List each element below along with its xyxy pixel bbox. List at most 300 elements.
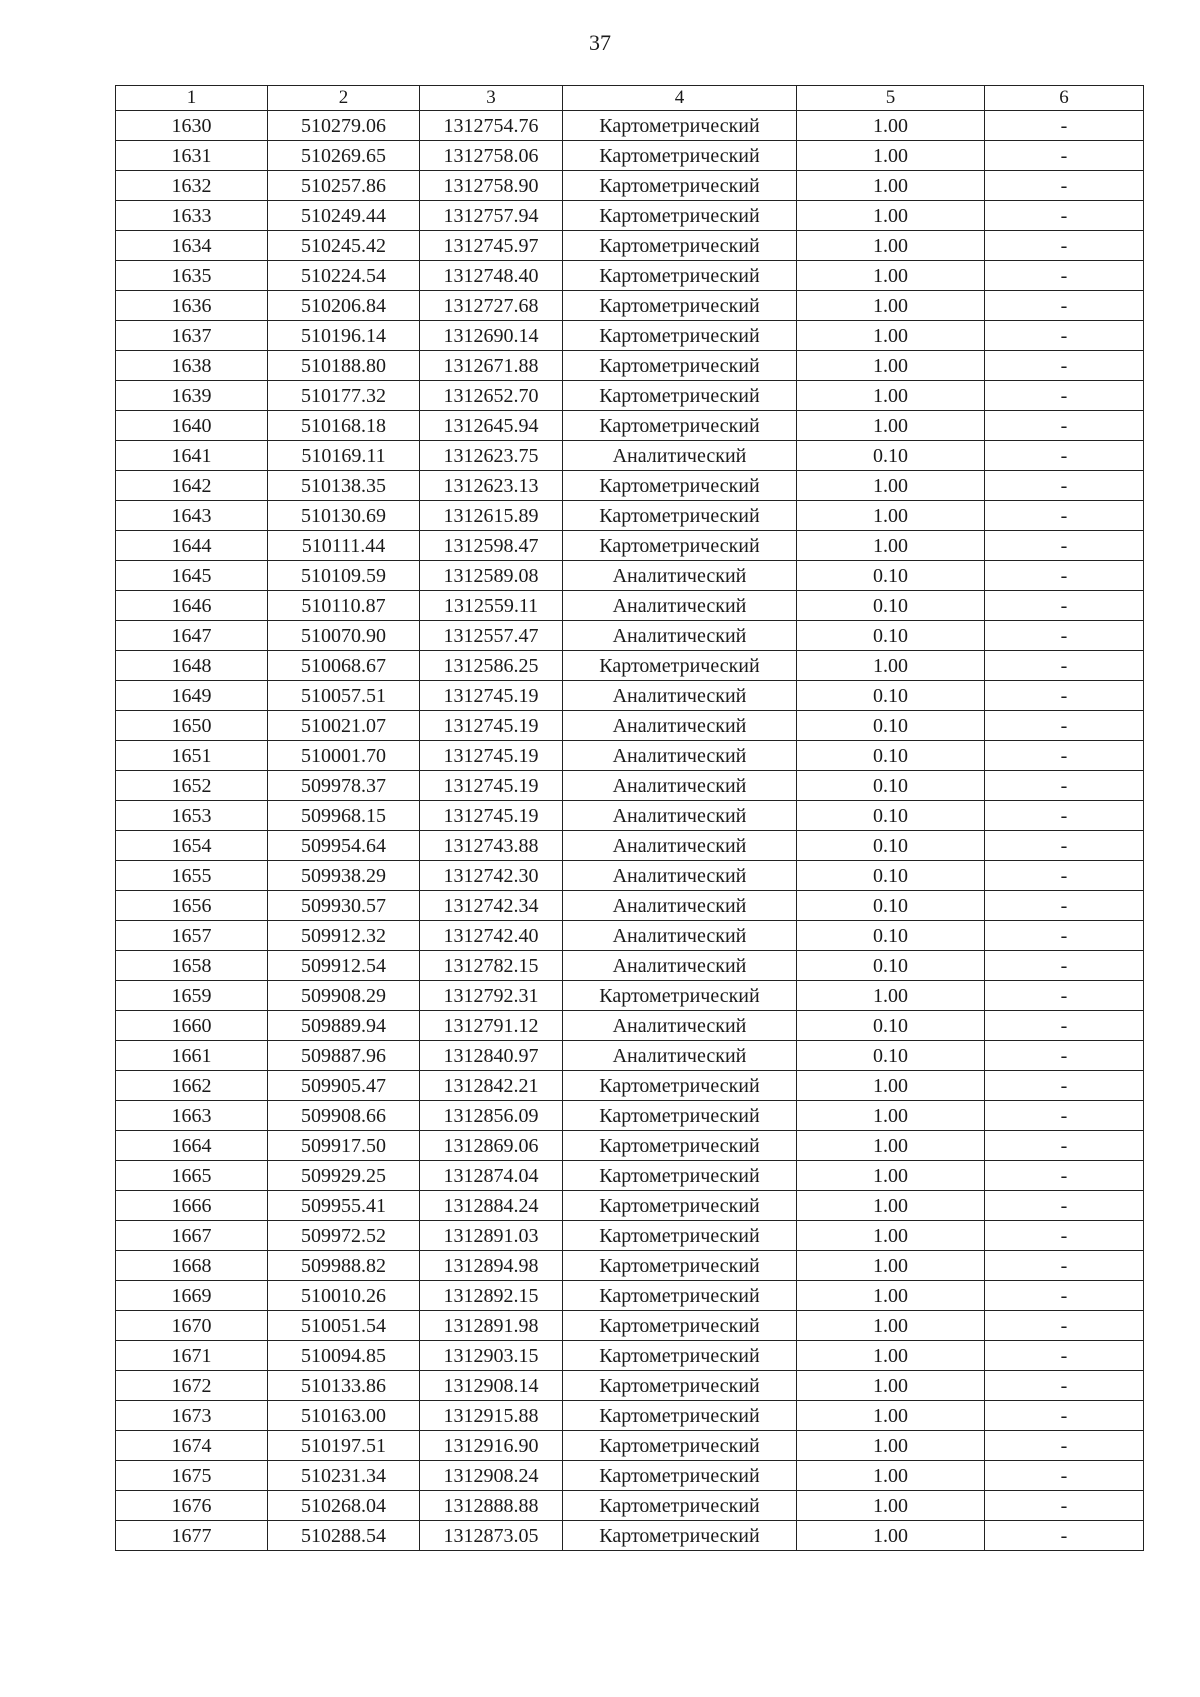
x-coordinate-cell: 510111.44 (268, 531, 420, 561)
table-row (116, 1131, 1144, 1161)
accuracy-cell: 0.10 (797, 921, 985, 951)
table-row (116, 1401, 1144, 1431)
table-row (116, 1461, 1144, 1491)
accuracy-cell: 1.00 (797, 501, 985, 531)
y-coordinate-cell: 1312745.19 (420, 711, 563, 741)
note-cell: - (985, 531, 1144, 561)
x-coordinate-cell: 510169.11 (268, 441, 420, 471)
accuracy-cell: 0.10 (797, 681, 985, 711)
x-coordinate-cell: 510130.69 (268, 501, 420, 531)
page-number: 37 (589, 30, 611, 55)
table-row (116, 561, 1144, 591)
y-coordinate-cell: 1312891.98 (420, 1311, 563, 1341)
y-coordinate-cell: 1312892.15 (420, 1281, 563, 1311)
accuracy-cell: 1.00 (797, 1491, 985, 1521)
point-number-cell: 1659 (116, 981, 268, 1011)
note-cell: - (985, 381, 1144, 411)
method-cell: Аналитический (563, 591, 797, 621)
method-cell: Картометрический (563, 1191, 797, 1221)
method-cell: Аналитический (563, 951, 797, 981)
x-coordinate-cell: 509978.37 (268, 771, 420, 801)
y-coordinate-cell: 1312758.90 (420, 171, 563, 201)
method-cell: Картометрический (563, 1371, 797, 1401)
method-cell: Картометрический (563, 351, 797, 381)
accuracy-cell: 0.10 (797, 561, 985, 591)
x-coordinate-cell: 510001.70 (268, 741, 420, 771)
accuracy-cell: 0.10 (797, 621, 985, 651)
note-cell: - (985, 1011, 1144, 1041)
method-cell: Картометрический (563, 321, 797, 351)
table-row (116, 1071, 1144, 1101)
table-row (116, 141, 1144, 171)
x-coordinate-cell: 510224.54 (268, 261, 420, 291)
note-cell: - (985, 831, 1144, 861)
x-coordinate-cell: 509908.66 (268, 1101, 420, 1131)
accuracy-cell: 0.10 (797, 591, 985, 621)
table-row (116, 1341, 1144, 1371)
accuracy-cell: 1.00 (797, 1131, 985, 1161)
table-row (116, 201, 1144, 231)
point-number-cell: 1650 (116, 711, 268, 741)
x-coordinate-cell: 509988.82 (268, 1251, 420, 1281)
note-cell: - (985, 1521, 1144, 1551)
point-number-cell: 1641 (116, 441, 268, 471)
method-cell: Картометрический (563, 411, 797, 441)
x-coordinate-cell: 510196.14 (268, 321, 420, 351)
y-coordinate-cell: 1312745.19 (420, 681, 563, 711)
table-row (116, 1251, 1144, 1281)
note-cell: - (985, 1191, 1144, 1221)
y-coordinate-cell: 1312908.14 (420, 1371, 563, 1401)
method-cell: Картометрический (563, 1521, 797, 1551)
table-row (116, 1041, 1144, 1071)
column-header: 2 (268, 86, 420, 111)
y-coordinate-cell: 1312559.11 (420, 591, 563, 621)
note-cell: - (985, 231, 1144, 261)
x-coordinate-cell: 509968.15 (268, 801, 420, 831)
x-coordinate-cell: 510051.54 (268, 1311, 420, 1341)
point-number-cell: 1668 (116, 1251, 268, 1281)
y-coordinate-cell: 1312758.06 (420, 141, 563, 171)
y-coordinate-cell: 1312840.97 (420, 1041, 563, 1071)
accuracy-cell: 1.00 (797, 1371, 985, 1401)
column-header: 3 (420, 86, 563, 111)
point-number-cell: 1631 (116, 141, 268, 171)
column-header: 1 (116, 86, 268, 111)
table-row (116, 801, 1144, 831)
accuracy-cell: 0.10 (797, 441, 985, 471)
note-cell: - (985, 711, 1144, 741)
table-row (116, 1311, 1144, 1341)
note-cell: - (985, 1431, 1144, 1461)
accuracy-cell: 1.00 (797, 231, 985, 261)
point-number-cell: 1673 (116, 1401, 268, 1431)
table-row (116, 1221, 1144, 1251)
x-coordinate-cell: 509954.64 (268, 831, 420, 861)
y-coordinate-cell: 1312916.90 (420, 1431, 563, 1461)
method-cell: Аналитический (563, 771, 797, 801)
note-cell: - (985, 261, 1144, 291)
table-row (116, 1491, 1144, 1521)
method-cell: Картометрический (563, 1461, 797, 1491)
coordinates-table (115, 85, 1144, 1551)
note-cell: - (985, 441, 1144, 471)
note-cell: - (985, 891, 1144, 921)
point-number-cell: 1635 (116, 261, 268, 291)
accuracy-cell: 0.10 (797, 1011, 985, 1041)
point-number-cell: 1649 (116, 681, 268, 711)
table-row (116, 651, 1144, 681)
point-number-cell: 1640 (116, 411, 268, 441)
x-coordinate-cell: 509887.96 (268, 1041, 420, 1071)
point-number-cell: 1661 (116, 1041, 268, 1071)
x-coordinate-cell: 509955.41 (268, 1191, 420, 1221)
point-number-cell: 1632 (116, 171, 268, 201)
table-row (116, 1521, 1144, 1551)
y-coordinate-cell: 1312743.88 (420, 831, 563, 861)
y-coordinate-cell: 1312869.06 (420, 1131, 563, 1161)
x-coordinate-cell: 510257.86 (268, 171, 420, 201)
note-cell: - (985, 111, 1144, 141)
note-cell: - (985, 651, 1144, 681)
point-number-cell: 1667 (116, 1221, 268, 1251)
method-cell: Аналитический (563, 441, 797, 471)
method-cell: Картометрический (563, 201, 797, 231)
point-number-cell: 1651 (116, 741, 268, 771)
method-cell: Картометрический (563, 291, 797, 321)
table-row (116, 891, 1144, 921)
method-cell: Аналитический (563, 621, 797, 651)
y-coordinate-cell: 1312645.94 (420, 411, 563, 441)
accuracy-cell: 1.00 (797, 171, 985, 201)
x-coordinate-cell: 509930.57 (268, 891, 420, 921)
note-cell: - (985, 1251, 1144, 1281)
table-row (116, 741, 1144, 771)
table-row (116, 321, 1144, 351)
table-row (116, 111, 1144, 141)
accuracy-cell: 1.00 (797, 531, 985, 561)
note-cell: - (985, 291, 1144, 321)
y-coordinate-cell: 1312586.25 (420, 651, 563, 681)
accuracy-cell: 1.00 (797, 351, 985, 381)
note-cell: - (985, 561, 1144, 591)
method-cell: Картометрический (563, 1281, 797, 1311)
note-cell: - (985, 801, 1144, 831)
x-coordinate-cell: 510070.90 (268, 621, 420, 651)
note-cell: - (985, 921, 1144, 951)
x-coordinate-cell: 510197.51 (268, 1431, 420, 1461)
x-coordinate-cell: 510021.07 (268, 711, 420, 741)
table-row (116, 681, 1144, 711)
y-coordinate-cell: 1312742.34 (420, 891, 563, 921)
accuracy-cell: 1.00 (797, 1101, 985, 1131)
table-row (116, 171, 1144, 201)
note-cell: - (985, 1131, 1144, 1161)
y-coordinate-cell: 1312856.09 (420, 1101, 563, 1131)
point-number-cell: 1674 (116, 1431, 268, 1461)
point-number-cell: 1644 (116, 531, 268, 561)
point-number-cell: 1662 (116, 1071, 268, 1101)
note-cell: - (985, 681, 1144, 711)
y-coordinate-cell: 1312754.76 (420, 111, 563, 141)
x-coordinate-cell: 510177.32 (268, 381, 420, 411)
point-number-cell: 1652 (116, 771, 268, 801)
x-coordinate-cell: 510138.35 (268, 471, 420, 501)
note-cell: - (985, 621, 1144, 651)
point-number-cell: 1642 (116, 471, 268, 501)
table-row (116, 381, 1144, 411)
method-cell: Аналитический (563, 861, 797, 891)
accuracy-cell: 1.00 (797, 141, 985, 171)
column-header: 5 (797, 86, 985, 111)
method-cell: Аналитический (563, 831, 797, 861)
method-cell: Аналитический (563, 711, 797, 741)
note-cell: - (985, 741, 1144, 771)
method-cell: Аналитический (563, 681, 797, 711)
table-row (116, 441, 1144, 471)
point-number-cell: 1646 (116, 591, 268, 621)
point-number-cell: 1665 (116, 1161, 268, 1191)
method-cell: Аналитический (563, 1041, 797, 1071)
method-cell: Аналитический (563, 891, 797, 921)
x-coordinate-cell: 510110.87 (268, 591, 420, 621)
accuracy-cell: 0.10 (797, 891, 985, 921)
method-cell: Картометрический (563, 1071, 797, 1101)
method-cell: Аналитический (563, 561, 797, 591)
table-row (116, 711, 1144, 741)
accuracy-cell: 1.00 (797, 1281, 985, 1311)
table-row (116, 1011, 1144, 1041)
note-cell: - (985, 1371, 1144, 1401)
x-coordinate-cell: 510269.65 (268, 141, 420, 171)
method-cell: Картометрический (563, 1221, 797, 1251)
accuracy-cell: 1.00 (797, 651, 985, 681)
x-coordinate-cell: 510068.67 (268, 651, 420, 681)
y-coordinate-cell: 1312671.88 (420, 351, 563, 381)
y-coordinate-cell: 1312745.19 (420, 741, 563, 771)
note-cell: - (985, 951, 1144, 981)
accuracy-cell: 1.00 (797, 1341, 985, 1371)
x-coordinate-cell: 509929.25 (268, 1161, 420, 1191)
method-cell: Картометрический (563, 501, 797, 531)
point-number-cell: 1655 (116, 861, 268, 891)
point-number-cell: 1637 (116, 321, 268, 351)
accuracy-cell: 1.00 (797, 471, 985, 501)
y-coordinate-cell: 1312915.88 (420, 1401, 563, 1431)
accuracy-cell: 0.10 (797, 951, 985, 981)
x-coordinate-cell: 510168.18 (268, 411, 420, 441)
method-cell: Картометрический (563, 171, 797, 201)
accuracy-cell: 1.00 (797, 1521, 985, 1551)
method-cell: Картометрический (563, 381, 797, 411)
note-cell: - (985, 1041, 1144, 1071)
y-coordinate-cell: 1312615.89 (420, 501, 563, 531)
accuracy-cell: 1.00 (797, 1251, 985, 1281)
table-row (116, 351, 1144, 381)
note-cell: - (985, 591, 1144, 621)
table-row (116, 261, 1144, 291)
table-row (116, 411, 1144, 441)
y-coordinate-cell: 1312894.98 (420, 1251, 563, 1281)
accuracy-cell: 0.10 (797, 801, 985, 831)
point-number-cell: 1666 (116, 1191, 268, 1221)
accuracy-cell: 0.10 (797, 741, 985, 771)
accuracy-cell: 0.10 (797, 861, 985, 891)
y-coordinate-cell: 1312874.04 (420, 1161, 563, 1191)
method-cell: Картометрический (563, 111, 797, 141)
accuracy-cell: 1.00 (797, 1221, 985, 1251)
note-cell: - (985, 981, 1144, 1011)
x-coordinate-cell: 509917.50 (268, 1131, 420, 1161)
y-coordinate-cell: 1312791.12 (420, 1011, 563, 1041)
method-cell: Картометрический (563, 1401, 797, 1431)
note-cell: - (985, 1161, 1144, 1191)
accuracy-cell: 1.00 (797, 1461, 985, 1491)
method-cell: Картометрический (563, 1431, 797, 1461)
point-number-cell: 1669 (116, 1281, 268, 1311)
point-number-cell: 1636 (116, 291, 268, 321)
point-number-cell: 1658 (116, 951, 268, 981)
column-header: 4 (563, 86, 797, 111)
note-cell: - (985, 1221, 1144, 1251)
accuracy-cell: 1.00 (797, 111, 985, 141)
y-coordinate-cell: 1312652.70 (420, 381, 563, 411)
x-coordinate-cell: 510010.26 (268, 1281, 420, 1311)
method-cell: Аналитический (563, 741, 797, 771)
table-row (116, 831, 1144, 861)
y-coordinate-cell: 1312623.75 (420, 441, 563, 471)
accuracy-cell: 1.00 (797, 1401, 985, 1431)
point-number-cell: 1645 (116, 561, 268, 591)
table-row (116, 1161, 1144, 1191)
x-coordinate-cell: 509905.47 (268, 1071, 420, 1101)
table-row (116, 771, 1144, 801)
accuracy-cell: 0.10 (797, 711, 985, 741)
point-number-cell: 1648 (116, 651, 268, 681)
y-coordinate-cell: 1312748.40 (420, 261, 563, 291)
accuracy-cell: 0.10 (797, 831, 985, 861)
y-coordinate-cell: 1312908.24 (420, 1461, 563, 1491)
point-number-cell: 1656 (116, 891, 268, 921)
note-cell: - (985, 471, 1144, 501)
note-cell: - (985, 1401, 1144, 1431)
point-number-cell: 1677 (116, 1521, 268, 1551)
y-coordinate-cell: 1312742.30 (420, 861, 563, 891)
accuracy-cell: 1.00 (797, 411, 985, 441)
point-number-cell: 1653 (116, 801, 268, 831)
method-cell: Картометрический (563, 471, 797, 501)
x-coordinate-cell: 509912.32 (268, 921, 420, 951)
x-coordinate-cell: 510206.84 (268, 291, 420, 321)
x-coordinate-cell: 510245.42 (268, 231, 420, 261)
table-row (116, 471, 1144, 501)
y-coordinate-cell: 1312745.19 (420, 801, 563, 831)
note-cell: - (985, 1281, 1144, 1311)
note-cell: - (985, 1071, 1144, 1101)
table-row (116, 621, 1144, 651)
point-number-cell: 1660 (116, 1011, 268, 1041)
y-coordinate-cell: 1312745.19 (420, 771, 563, 801)
table-row (116, 531, 1144, 561)
x-coordinate-cell: 510268.04 (268, 1491, 420, 1521)
note-cell: - (985, 321, 1144, 351)
accuracy-cell: 1.00 (797, 1071, 985, 1101)
method-cell: Картометрический (563, 1251, 797, 1281)
method-cell: Картометрический (563, 1491, 797, 1521)
table-row (116, 951, 1144, 981)
point-number-cell: 1634 (116, 231, 268, 261)
table-row (116, 231, 1144, 261)
y-coordinate-cell: 1312891.03 (420, 1221, 563, 1251)
accuracy-cell: 1.00 (797, 1311, 985, 1341)
x-coordinate-cell: 509938.29 (268, 861, 420, 891)
y-coordinate-cell: 1312623.13 (420, 471, 563, 501)
accuracy-cell: 1.00 (797, 981, 985, 1011)
note-cell: - (985, 771, 1144, 801)
point-number-cell: 1639 (116, 381, 268, 411)
table-row (116, 1191, 1144, 1221)
point-number-cell: 1676 (116, 1491, 268, 1521)
x-coordinate-cell: 509972.52 (268, 1221, 420, 1251)
y-coordinate-cell: 1312727.68 (420, 291, 563, 321)
y-coordinate-cell: 1312742.40 (420, 921, 563, 951)
method-cell: Картометрический (563, 531, 797, 561)
y-coordinate-cell: 1312598.47 (420, 531, 563, 561)
column-header: 6 (985, 86, 1144, 111)
table-row (116, 1371, 1144, 1401)
y-coordinate-cell: 1312757.94 (420, 201, 563, 231)
point-number-cell: 1630 (116, 111, 268, 141)
method-cell: Аналитический (563, 801, 797, 831)
x-coordinate-cell: 510109.59 (268, 561, 420, 591)
accuracy-cell: 1.00 (797, 291, 985, 321)
table-row (116, 291, 1144, 321)
method-cell: Аналитический (563, 1011, 797, 1041)
point-number-cell: 1647 (116, 621, 268, 651)
y-coordinate-cell: 1312903.15 (420, 1341, 563, 1371)
table-row (116, 591, 1144, 621)
table-row (116, 1101, 1144, 1131)
x-coordinate-cell: 510188.80 (268, 351, 420, 381)
accuracy-cell: 1.00 (797, 1191, 985, 1221)
y-coordinate-cell: 1312557.47 (420, 621, 563, 651)
table-row (116, 501, 1144, 531)
method-cell: Картометрический (563, 651, 797, 681)
point-number-cell: 1671 (116, 1341, 268, 1371)
note-cell: - (985, 861, 1144, 891)
point-number-cell: 1643 (116, 501, 268, 531)
accuracy-cell: 1.00 (797, 381, 985, 411)
accuracy-cell: 1.00 (797, 201, 985, 231)
method-cell: Картометрический (563, 1341, 797, 1371)
note-cell: - (985, 201, 1144, 231)
note-cell: - (985, 351, 1144, 381)
note-cell: - (985, 411, 1144, 441)
accuracy-cell: 0.10 (797, 771, 985, 801)
y-coordinate-cell: 1312842.21 (420, 1071, 563, 1101)
method-cell: Аналитический (563, 921, 797, 951)
x-coordinate-cell: 510288.54 (268, 1521, 420, 1551)
x-coordinate-cell: 510279.06 (268, 111, 420, 141)
point-number-cell: 1633 (116, 201, 268, 231)
y-coordinate-cell: 1312873.05 (420, 1521, 563, 1551)
note-cell: - (985, 1101, 1144, 1131)
table-body (116, 111, 1144, 1551)
note-cell: - (985, 141, 1144, 171)
method-cell: Картометрический (563, 1131, 797, 1161)
point-number-cell: 1672 (116, 1371, 268, 1401)
y-coordinate-cell: 1312745.97 (420, 231, 563, 261)
